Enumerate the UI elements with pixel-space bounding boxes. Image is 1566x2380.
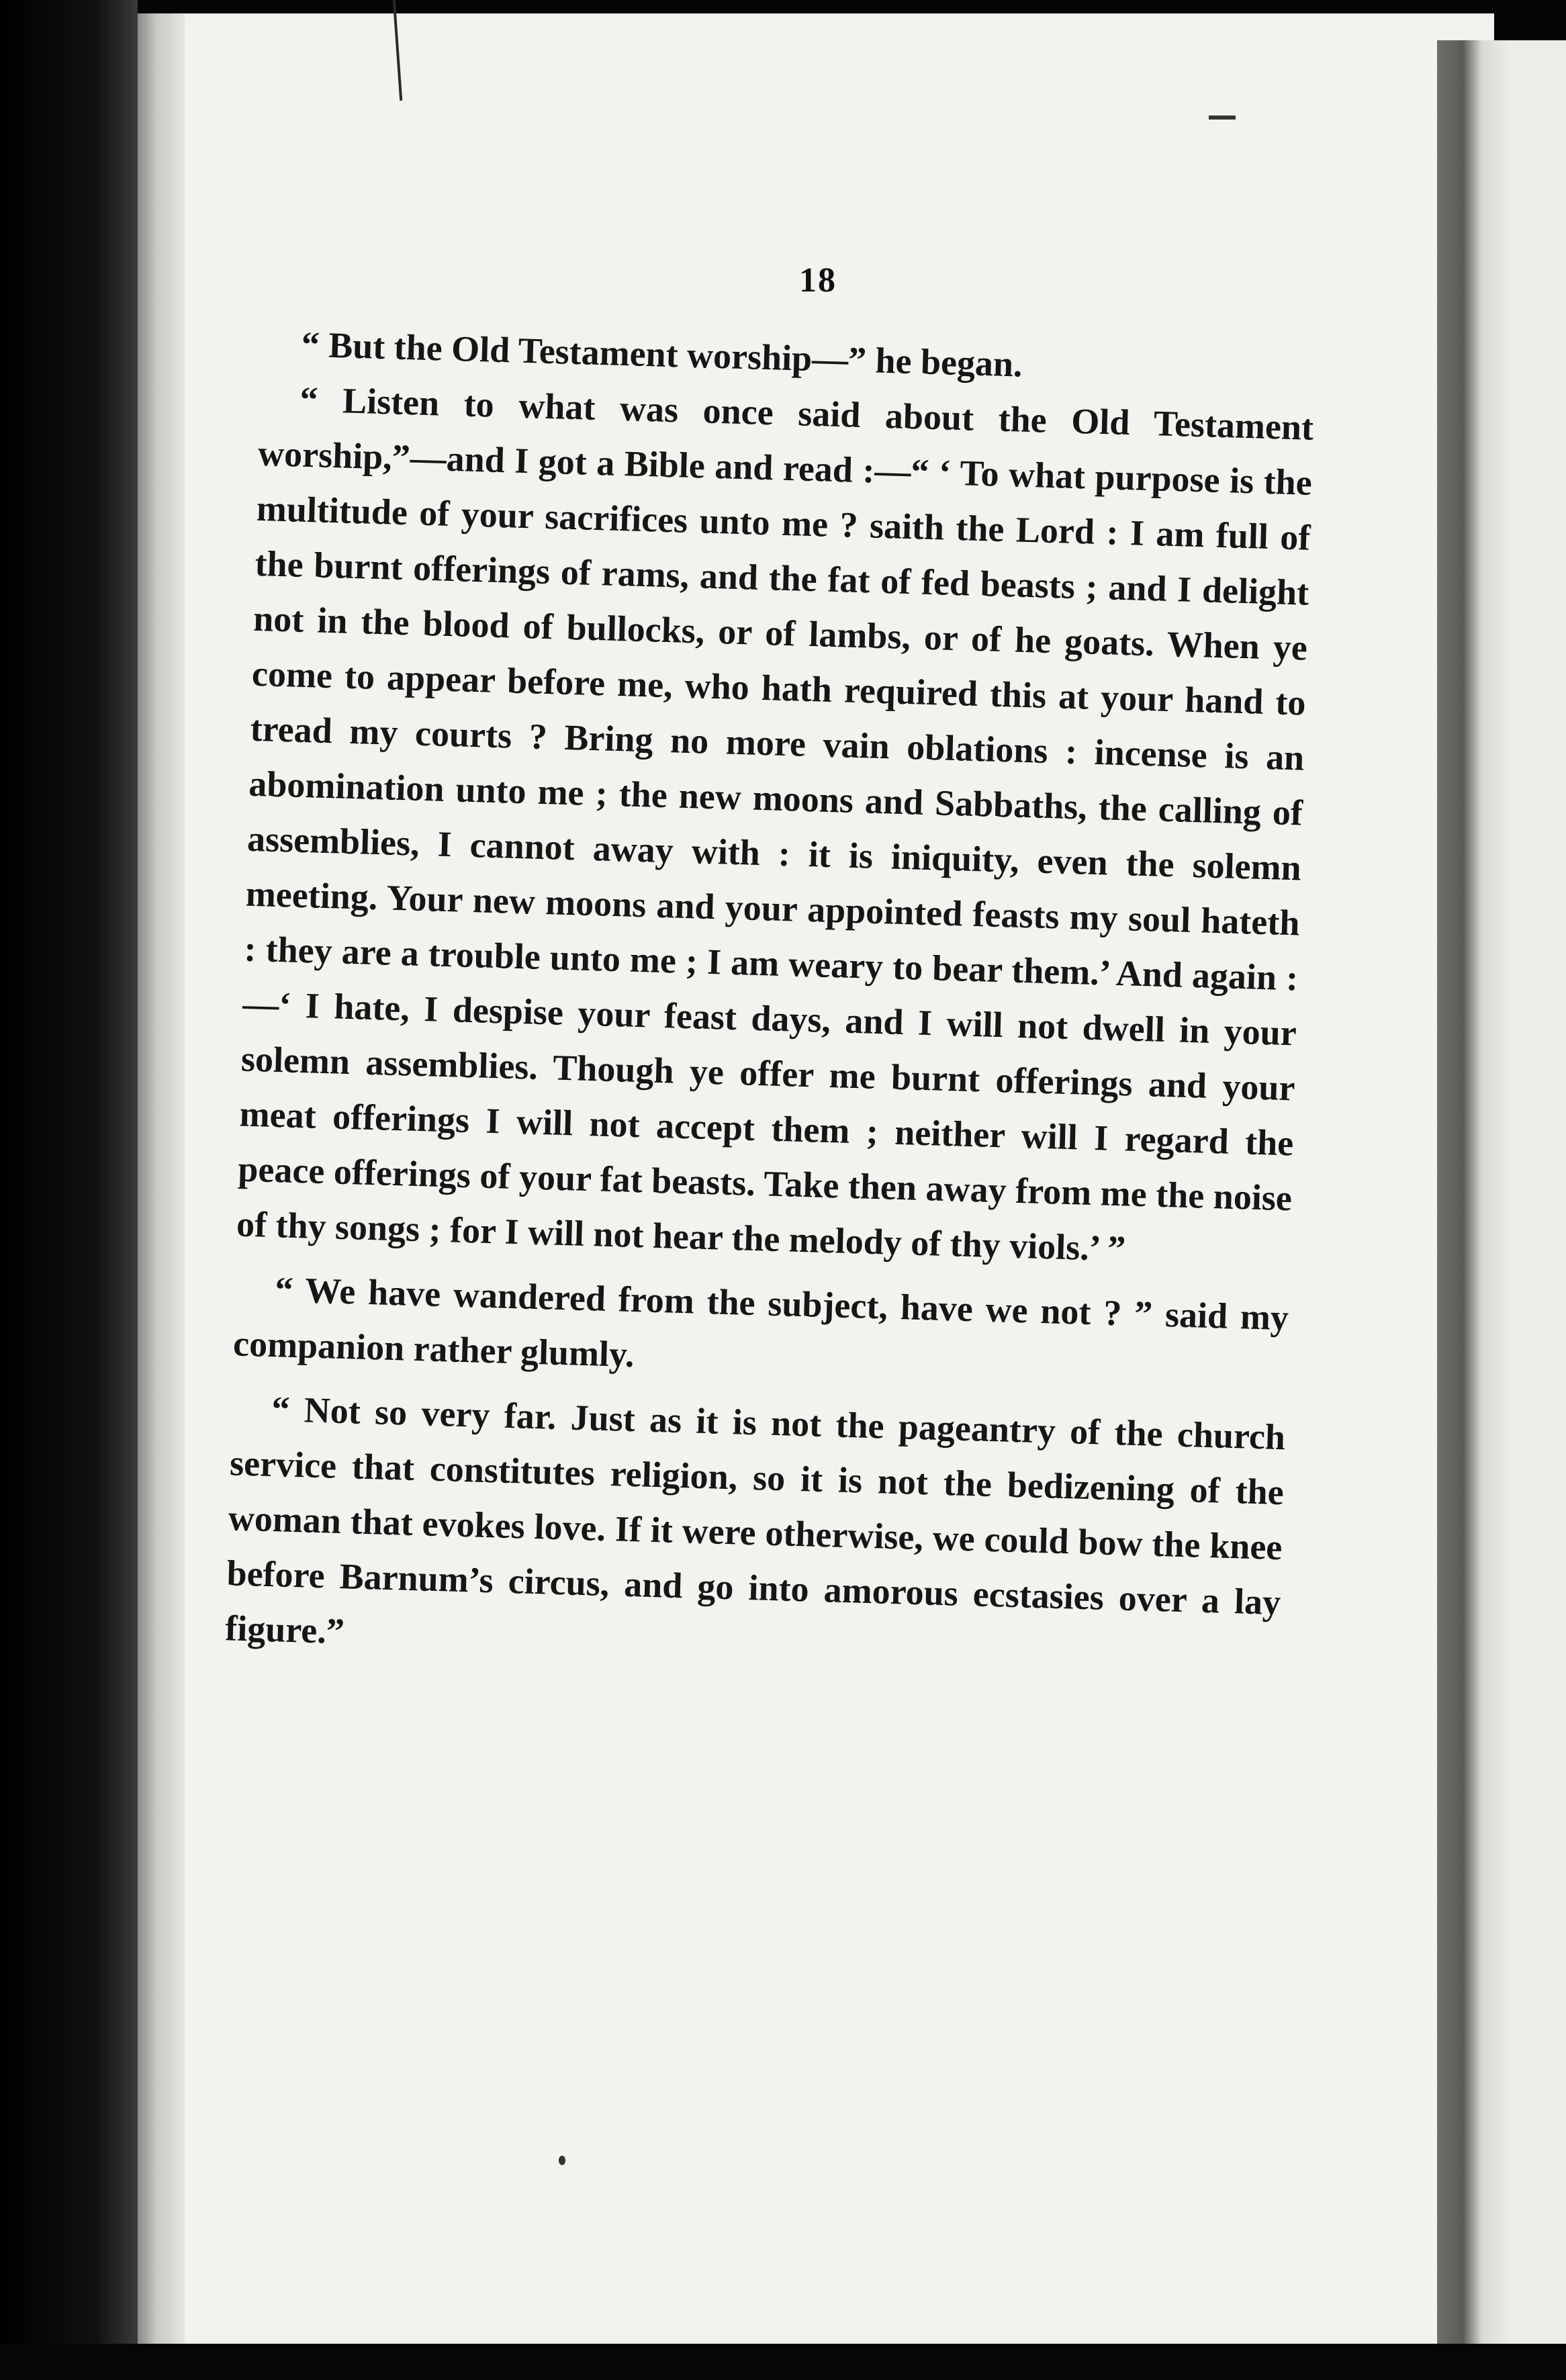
paragraph-1: “ But the Old Testament worship—” he began.	[300, 324, 1023, 385]
paragraph-3: “ We have wandered from the subject, have we not ? ” said my companion rather glumly.	[232, 1269, 1289, 1375]
stray-dash-mark	[1209, 116, 1236, 120]
paragraph-2: “ Listen to what was once said about the Old Testament worship,”—and I got a Bible and read :—“ ‘ To what purpose is the multitude of your sacrifices unto me ? saith the Lord : I am full of the burnt offerings of rams, and the fat of fed beasts ; and I delight not in the blood of bullocks, or of lambs, or of he goats. When ye come to appear before me, who hath required this at your hand to tread my courts ? Bring no more vain oblations : incense is an abomination unto me ; the new moons and Sabbaths, the calling of assemblies, I cannot away with : it is iniquity, even the solemn meeting. Your new moons and your appointed feasts my soul hateth : they are a trouble unto me ; I am weary to bear them.’ And again :—‘ I hate, I despise your feast days, and I will not dwell in your solemn assemblies. Though ye offer me burnt offerings and your meat offerings I will not accept them ; neither will I regard the peace offerings of your fat beasts. Take then away from me the noise of thy songs ; for I will not hear the melody of thy viols.’ ”	[236, 379, 1314, 1269]
next-page-edge	[1437, 40, 1511, 2344]
stray-dot-mark	[559, 2156, 565, 2165]
body-text	[224, 316, 1316, 1685]
scan-left-gutter	[0, 0, 138, 2380]
scan-right-margin	[1511, 40, 1566, 2380]
paragraph-4: “ Not so very far. Just as it is not the pageantry of the church service that constitutes religion, so it is not the bedizening of the woman that evokes love. If it were otherwise, we could bow the knee before Barnum’s circus, and go into amorous ecstasies over a lay figure.”	[224, 1389, 1286, 1652]
page-binding-edge	[138, 13, 185, 2344]
scan-bottom-border	[0, 2344, 1566, 2380]
page-number: 18	[799, 261, 837, 300]
